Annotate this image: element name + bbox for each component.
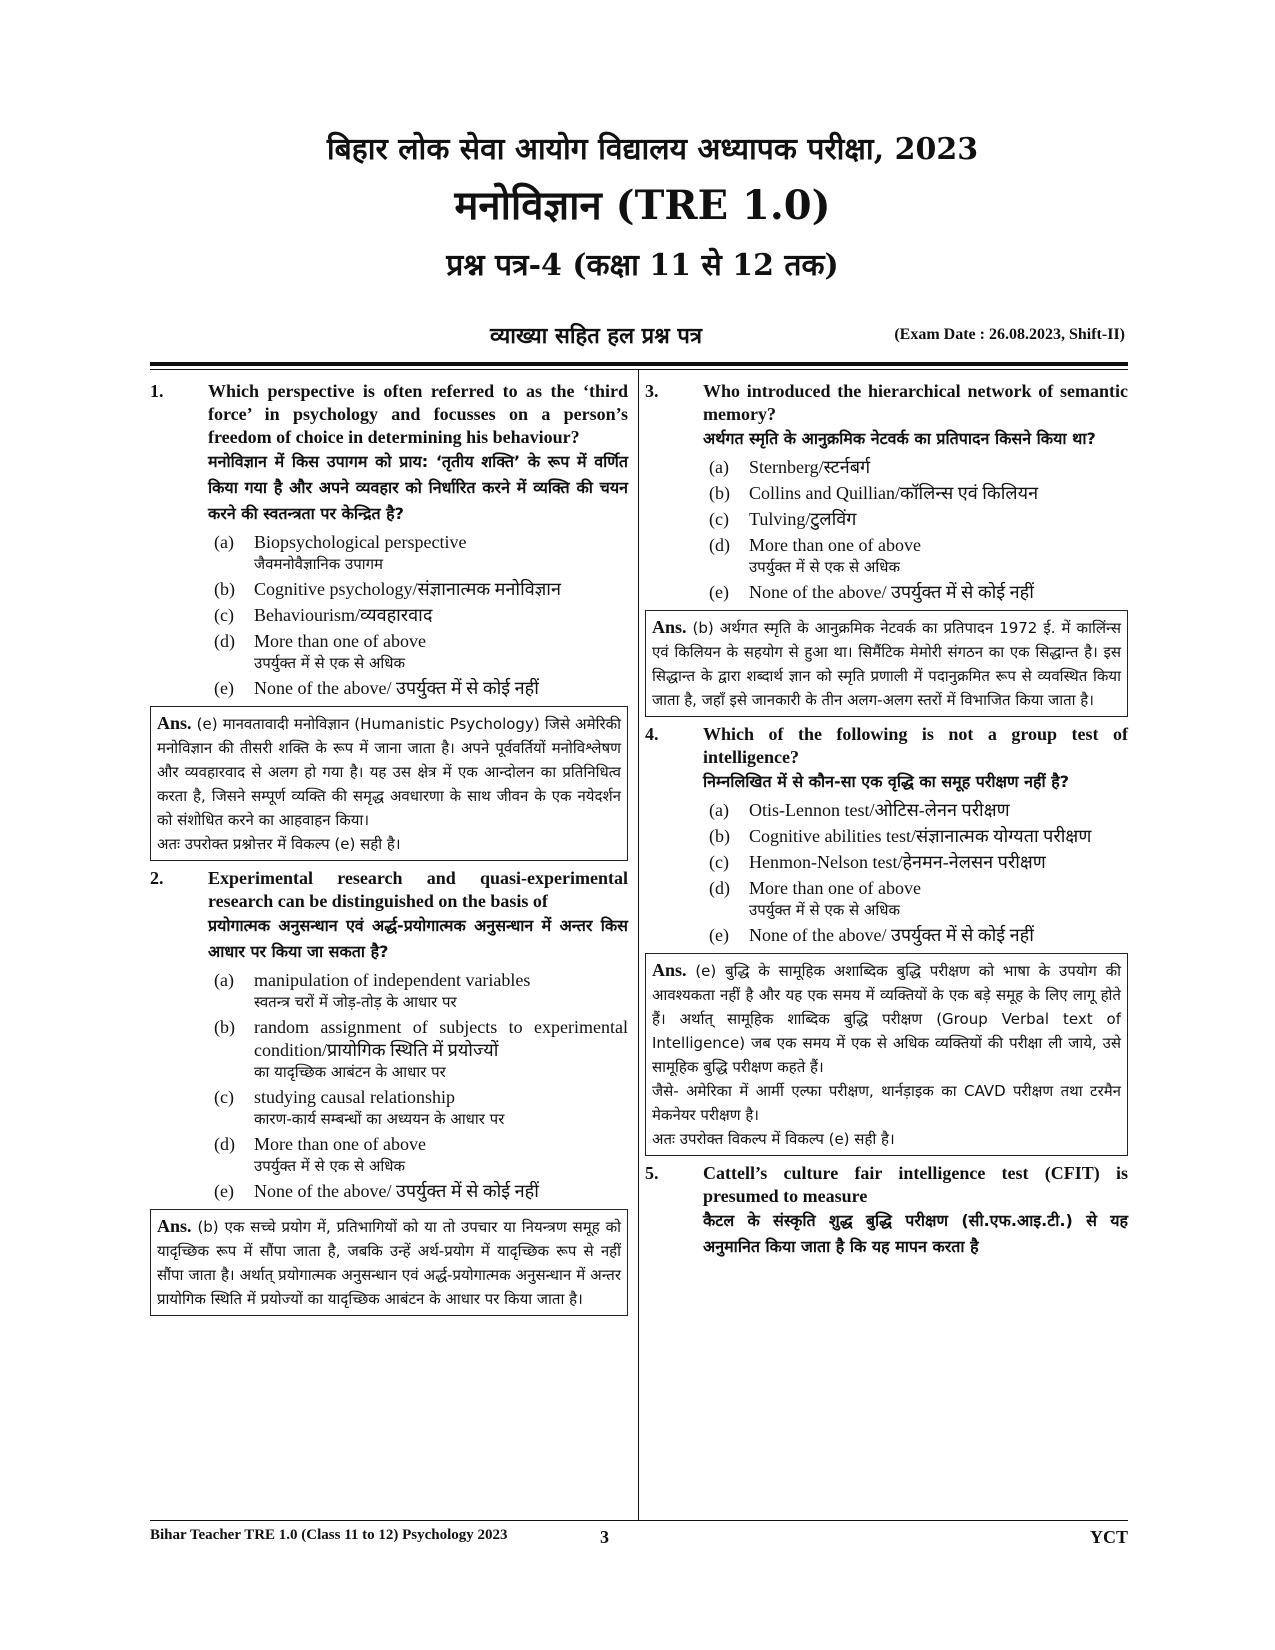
option-letter: (d) [214,1134,235,1154]
page-header [0,128,1275,288]
option [709,508,1128,531]
option-letter: (b) [709,483,730,503]
publisher-mark: YCT [1089,1527,1128,1547]
exam-title: बिहार लोक सेवा आयोग विद्यालय अध्यापक परीक्षा, 2023 [326,132,979,167]
option-text: More than one of above [254,631,426,651]
option-letter: (d) [709,535,730,555]
answer-text: (b) एक सच्चे प्रयोग में, प्रतिभागियों को या तो उपचार या नियन्त्रण समूह को यादृच्छिक रूप में सौंपा जाता है, जबकि उन्हें अर्थ-प्रयोग में यादृच्छिक रूप से नहीं सौंपा जाता है। अर्थात् प्रयोगात्मक अनुसन्धान एवं अर्द्ध-प्रयोगात्मक अनुसन्धान में अन्तर प्रायोगिक स्थिति में प्रयोज्यों का यादृच्छिक आबंटन के आधार पर किया जाता है। [157,1218,621,1308]
option-letter: (c) [214,1087,234,1107]
option-text: Collins and Quillian/कॉलिन्स एवं किलियन [749,483,1039,503]
page-footer [150,1527,1128,1551]
option-text: manipulation of independent variables [254,970,531,990]
option-letter: (a) [214,970,234,990]
option [214,677,628,700]
option [709,581,1128,604]
answer-text: (b) अर्थगत स्मृति के आनुक्रमिक नेटवर्क का प्रतिपादन 1972 ई. में कालिंन्स एवं किलियन के सहयोग से हुआ था। सिमैंटिक मेमोरी संगठन का एक सिद्धान्त है। इस सिद्धान्त के द्वारा शब्दार्थ ज्ञान को स्मृति प्रणाली में पदानुक्रमित रूप से व्यवस्थित किया जाता है, जहाँ इसे जानकारी के तीन अलग-अलग स्तरों में विभाजित किया जाता है। [652,619,1121,709]
question-number: 4. [645,724,659,744]
option-subtext: कारण-कार्य सम्बन्धों का अध्ययन के आधार पर [254,1110,505,1128]
option-subtext: उपर्युक्त में से एक से अधिक [749,558,901,576]
option [709,534,1128,578]
option-subtext: जैवमनोवैज्ञानिक उपागम [254,555,384,573]
question-text-en: Who introduced the hierarchical network of semantic memory? [703,381,1128,424]
option-letter: (a) [214,532,234,552]
right-column [645,380,1128,1266]
option-text: Tulving/टुलविंग [749,509,857,529]
footer-rule [150,1520,1128,1521]
option-subtext: उपर्युक्त में से एक से अधिक [254,654,406,672]
option-text: More than one of above [254,1134,426,1154]
option [214,630,628,674]
option-subtext: उपर्युक्त में से एक से अधिक [254,1157,406,1175]
option-text: None of the above/ उपर्युक्त में से कोई नहीं [749,925,1034,945]
question-number: 3. [645,381,659,401]
option-letter: (b) [214,1017,235,1037]
option [214,604,628,627]
question-text-en: Which of the following is not a group test of intelligence? [703,724,1128,767]
option-text: None of the above/ उपर्युक्त में से कोई नहीं [749,582,1034,602]
header-rule-thin [150,369,1128,370]
footer-title: Bihar Teacher TRE 1.0 (Class 11 to 12) Psychology 2023 [150,1527,508,1543]
option [214,969,628,1013]
option-letter: (e) [214,678,234,698]
option [214,1180,628,1203]
options-list [703,799,1128,947]
answer-conclusion: अतः उपरोक्त विकल्प में विकल्प (e) सही है। [652,1130,895,1148]
option-letter: (e) [214,1181,234,1201]
left-column [150,380,628,1322]
option [709,482,1128,505]
answer-text: (e) बुद्धि के सामूहिक अशाब्दिक बुद्धि परीक्षण को भाषा के उपयोग की आवश्यकता नहीं है और यह एक समय में व्यक्तियों के एक बड़े समूह के लिए लागू होते हैं। अर्थात् सामूहिक शाब्दिक बुद्धि परीक्षण (Group Verbal text of Intelligence) जब एक समय में एक से अधिक व्यक्तियों की परीक्षा ली जाये, उसे सामूहिक बुद्धि परीक्षण कहते हैं। [652,962,1121,1076]
option [214,1133,628,1177]
answer-box-4 [645,953,1128,1156]
question-text-hi: अर्थगत स्मृति के आनुक्रमिक नेटवर्क का प्रतिपादन किसने किया था? [703,429,1096,448]
option-letter: (b) [214,579,235,599]
header-rule [150,362,1128,366]
question-number: 1. [150,381,164,401]
option-letter: (c) [214,605,234,625]
option [709,799,1128,822]
question-text-hi: मनोविज्ञान में किस उपागम को प्राय: ‘तृतीय शक्ति’ के रूप में वर्णित किया गया है और अपने व्यवहार को निर्धारित करने में व्यक्ति की चयन करने की स्वतन्त्रता पर केन्द्रित है? [208,452,628,523]
answer-label: Ans. [652,617,687,637]
option-text: Cognitive abilities test/संज्ञानात्मक योग्यता परीक्षण [749,826,1092,846]
column-divider [638,370,639,1520]
subject-title: मनोविज्ञान (TRE 1.0) [454,182,831,229]
option [709,851,1128,874]
option-letter: (a) [709,800,729,820]
option-text: More than one of above [749,535,921,555]
option-letter: (a) [709,457,729,477]
option-text: Sternberg/स्टर्नबर्ग [749,457,871,477]
subtitle-hindi: व्याख्या सहित हल प्रश्न पत्र [490,323,703,349]
answer-box-2 [150,1209,628,1316]
question-text-hi: निम्नलिखित में से कौन-सा एक वृद्धि का समूह परीक्षण नहीं है? [703,772,1070,791]
answer-label: Ans. [157,1216,192,1236]
option [214,1016,628,1083]
answer-box-1 [150,706,628,861]
question-number: 5. [645,1163,659,1183]
subtitle-row [0,320,1275,350]
option-text: random assignment of subjects to experimental condition/प्रायोगिक स्थिति में प्रयोज्यों [254,1017,628,1060]
question-text-hi: प्रयोगात्मक अनुसन्धान एवं अर्द्ध-प्रयोगात्मक अनुसन्धान में अन्तर किस आधार पर किया जा सकता है? [208,916,628,961]
option [214,578,628,601]
option [214,531,628,575]
question-number: 2. [150,868,164,888]
option-letter: (b) [709,826,730,846]
option [709,456,1128,479]
question-1 [150,380,628,700]
option-text: Cognitive psychology/संज्ञानात्मक मनोविज्ञान [254,579,561,599]
option-text: Biopsychological perspective [254,532,467,552]
options-list [208,531,628,700]
page-number: 3 [600,1527,609,1547]
answer-example: जैसे- अमेरिका में आर्मी एल्फा परीक्षण, थार्नड़ाइक का CAVD परीक्षण तथा टरमैन मेकनेयर परीक्षण है। [652,1082,1121,1124]
option [214,1086,628,1130]
question-2 [150,867,628,1203]
question-5 [645,1162,1128,1260]
options-list [208,969,628,1203]
option-letter: (c) [709,852,729,872]
option [709,924,1128,947]
option-subtext: स्वतन्त्र चरों में जोड़-तोड़ के आधार पर [254,993,457,1011]
option-letter: (e) [709,925,729,945]
option [709,877,1128,921]
question-4 [645,723,1128,947]
answer-conclusion: अतः उपरोक्त प्रश्नोत्तर में विकल्प (e) सही है। [157,835,401,853]
answer-label: Ans. [652,960,687,980]
question-text-en: Cattell’s culture fair intelligence test (CFIT) is presumed to measure [703,1163,1128,1206]
question-text-en: Experimental research and quasi-experimental research can be distinguished on the basis of [208,868,628,911]
options-list [703,456,1128,604]
exam-date: (Exam Date : 26.08.2023, Shift-II) [894,326,1125,343]
option-letter: (d) [709,878,730,898]
question-text-hi: कैटल के संस्कृति शुद्ध बुद्धि परीक्षण (सी.एफ.आइ.टी.) से यह अनुमानित किया जाता है कि यह मापन करता है [703,1211,1128,1256]
option-subtext: का यादृच्छिक आबंटन के आधार पर [254,1063,446,1081]
paper-title: प्रश्न पत्र-4 (कक्षा 11 से 12 तक) [446,248,839,283]
option-text: Henmon-Nelson test/हेनमन-नेलसन परीक्षण [749,852,1046,872]
answer-label: Ans. [157,713,192,733]
option-text: None of the above/ उपर्युक्त में से कोई नहीं [254,1181,539,1201]
question-text-en: Which perspective is often referred to as the ‘third force’ in psychology and focusses on a person’s freedom of choice in determining his behaviour? [208,381,628,447]
option-text: More than one of above [749,878,921,898]
option [709,825,1128,848]
answer-box-3 [645,610,1128,717]
option-letter: (c) [709,509,729,529]
answer-text: (e) मानवतावादी मनोविज्ञान (Humanistic Psychology) जिसे अमेरिकी मनोविज्ञान की तीसरी शक्ति के रूप में जाना जाता है। अपने पूर्ववर्तियों मनोविश्लेषण और व्यवहारवाद से अलग हो गया है। यह उस क्षेत्र में एक आन्दोलन का प्रतिनिधित्व करता है, जिसने सम्पूर्ण व्यक्ति की समृद्ध अवधारणा के साथ जीवन के एक नयेदर्शन को संशोधित करने का आहवाहन किया। [157,715,621,829]
option-text: Behaviourism/व्यवहारवाद [254,605,433,625]
option-text: studying causal relationship [254,1087,455,1107]
option-subtext: उपर्युक्त में से एक से अधिक [749,901,901,919]
option-letter: (d) [214,631,235,651]
option-letter: (e) [709,582,729,602]
question-3 [645,380,1128,604]
option-text: Otis-Lennon test/ओटिस-लेनन परीक्षण [749,800,1010,820]
option-text: None of the above/ उपर्युक्त में से कोई नहीं [254,678,539,698]
